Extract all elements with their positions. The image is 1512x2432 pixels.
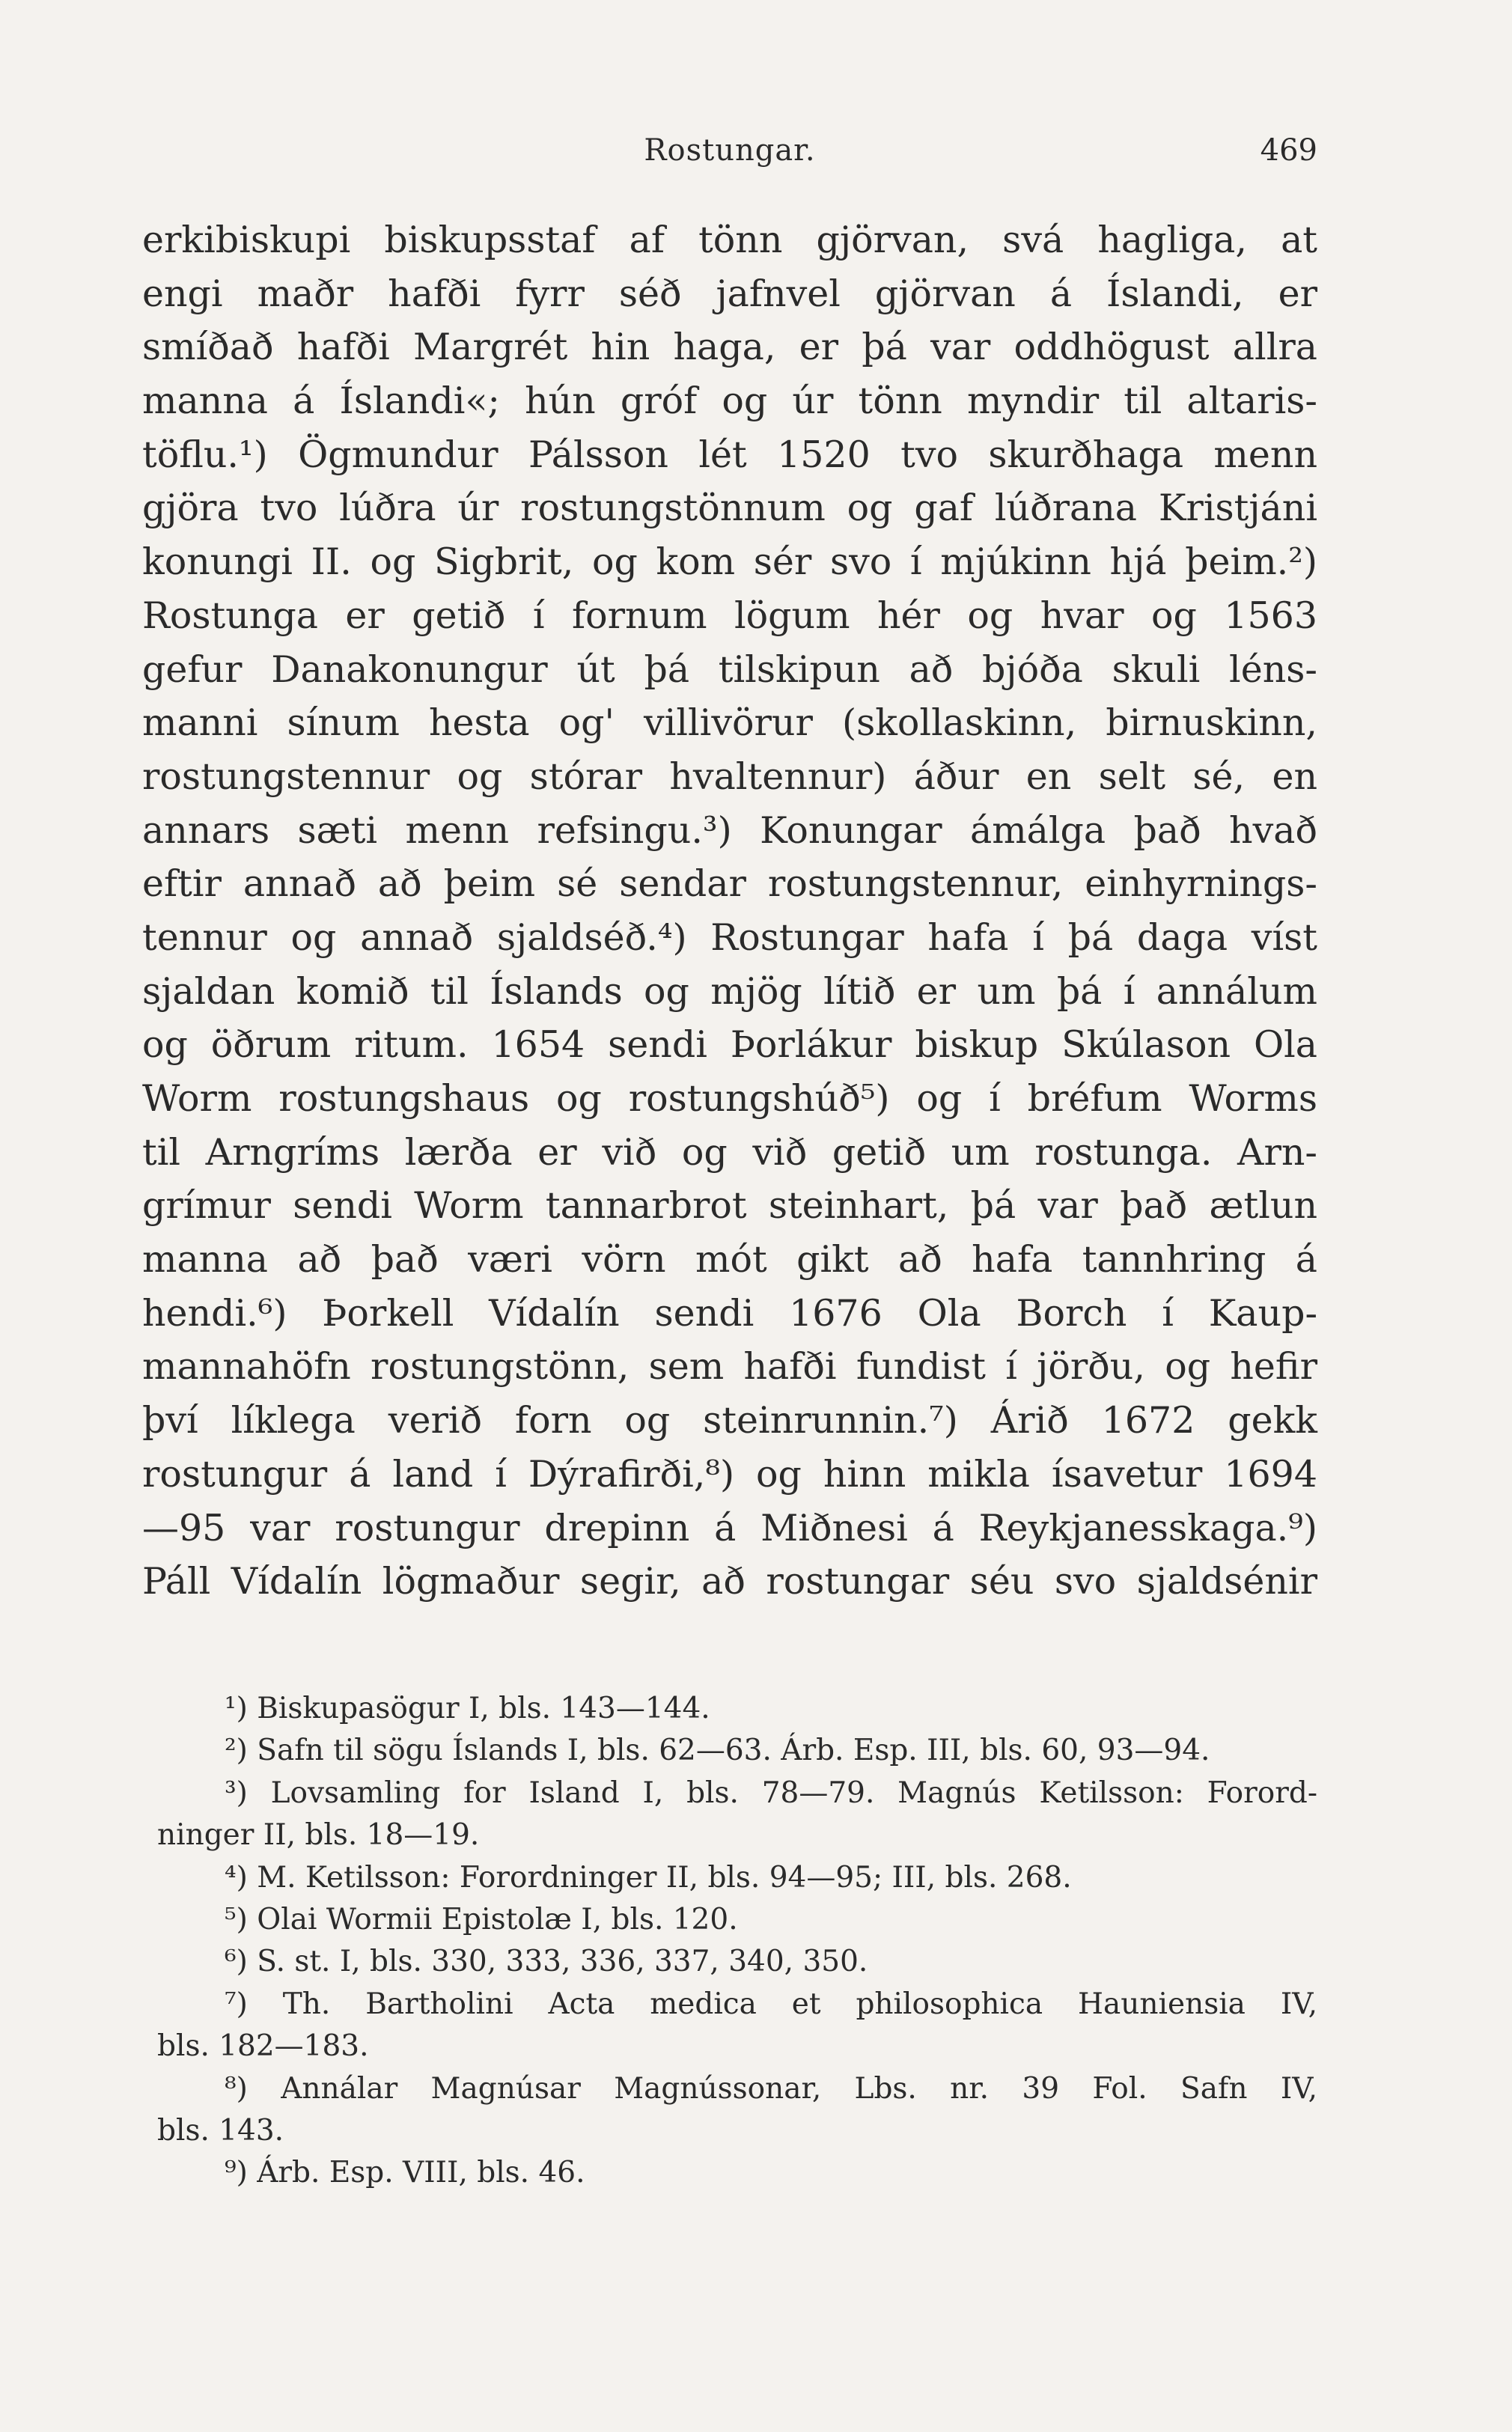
footnote-8: ⁸) Annálar Magnúsar Magnússonar, Lbs. nr. 39 Fol. Safn IV,	[225, 2071, 1317, 2106]
text-line: því líklega verið forn og steinrunnin.⁷) Árið 1672 gekk	[142, 1399, 1317, 1442]
footnote-3-continued: ninger II, bls. 18—19.	[157, 1818, 480, 1853]
text-line: engi maðr hafði fyrr séð jafnvel gjörvan á Íslandi, er	[142, 272, 1317, 315]
text-line: erkibiskupi biskupsstaf af tönn gjörvan, svá hagliga, at	[142, 219, 1317, 261]
text-line: gefur Danakonungur út þá tilskipun að bjóða skuli léns-	[142, 647, 1317, 691]
footnote-7: ⁷) Th. Bartholini Acta medica et philosophica Hauniensia IV,	[225, 1987, 1317, 2021]
page-header	[142, 133, 1317, 178]
text-line: Rostunga er getið í fornum lögum hér og hvar og 1563	[142, 594, 1317, 637]
text-line: mannahöfn rostungstönn, sem hafði fundist í jörðu, og hefir	[142, 1345, 1317, 1389]
footnote-7-continued: bls. 182—183.	[157, 2029, 369, 2064]
text-line: konungi II. og Sigbrit, og kom sér svo í mjúkinn hjá þeim.²)	[142, 540, 1317, 584]
footnote-4: ⁴) M. Ketilsson: Forordninger II, bls. 94—95; III, bls. 268.	[225, 1860, 1072, 1895]
footnotes	[142, 1688, 1317, 2195]
text-line: rostungur á land í Dýrafirði,⁸) og hinn mikla ísavetur 1694	[142, 1452, 1317, 1496]
text-line: annars sæti menn refsingu.³) Konungar ámálga það hvað	[142, 808, 1317, 852]
footnote-2: ²) Safn til sögu Íslands I, bls. 62—63. Árb. Esp. III, bls. 60, 93—94.	[225, 1734, 1210, 1768]
text-line: eftir annað að þeim sé sendar rostungstennur, einhyrnings-	[142, 862, 1317, 906]
text-line: til Arngríms lærða er við og við getið um rostunga. Arn-	[142, 1130, 1317, 1174]
footnote-3: ³) Lovsamling for Island I, bls. 78—79. Magnús Ketilsson: Forord-	[225, 1776, 1317, 1810]
footnote-8-continued: bls. 143.	[157, 2113, 284, 2148]
text-line: hendi.⁶) Þorkell Vídalín sendi 1676 Ola Borch í Kaup-	[142, 1291, 1317, 1335]
text-line: sjaldan komið til Íslands og mjög lítið er um þá í annálum	[142, 969, 1317, 1013]
text-line: og öðrum ritum. 1654 sendi Þorlákur biskup Skúlason Ola	[142, 1023, 1317, 1067]
footnote-1: ¹) Biskupasögur I, bls. 143—144.	[225, 1692, 710, 1725]
footnote-6: ⁶) S. st. I, bls. 330, 333, 336, 337, 340, 350.	[225, 1945, 868, 1979]
text-line: grímur sendi Worm tannarbrot steinhart, þá var það ætlun	[142, 1184, 1317, 1228]
page-number: 469	[1260, 133, 1317, 168]
text-line: gjöra tvo lúðra úr rostungstönnum og gaf lúðrana Kristjáni	[142, 487, 1317, 530]
text-line: Worm rostungshaus og rostungshúð⁵) og í bréfum Worms	[142, 1077, 1317, 1120]
text-line: rostungstennur og stórar hvaltennur) áður en selt sé, en	[142, 755, 1317, 798]
text-line: smíðað hafði Margrét hin haga, er þá var oddhögust allra	[142, 326, 1317, 369]
text-line: tennur og annað sjaldséð.⁴) Rostungar hafa í þá daga víst	[142, 915, 1317, 959]
text-line: manna að það væri vörn mót gikt að hafa tannhring á	[142, 1238, 1317, 1281]
text-line: manni sínum hesta og' villivörur (skollaskinn, birnuskinn,	[142, 701, 1317, 745]
main-text	[142, 213, 1317, 1609]
text-line: Páll Vídalín lögmaður segir, að rostungar séu svo sjaldsénir	[142, 1560, 1317, 1603]
footnote-9: ⁹) Árb. Esp. VIII, bls. 46.	[225, 2156, 585, 2190]
footnote-5: ⁵) Olai Wormii Epistolæ I, bls. 120.	[225, 1902, 738, 1936]
text-line: —95 var rostungur drepinn á Miðnesi á Reykjanesskaga.⁹)	[142, 1506, 1317, 1549]
running-head: Rostungar.	[644, 133, 816, 168]
text-line: töflu.¹) Ögmundur Pálsson lét 1520 tvo skurðhaga menn	[142, 433, 1317, 476]
text-line: manna á Íslandi«; hún gróf og úr tönn myndir til altaris-	[142, 380, 1317, 423]
